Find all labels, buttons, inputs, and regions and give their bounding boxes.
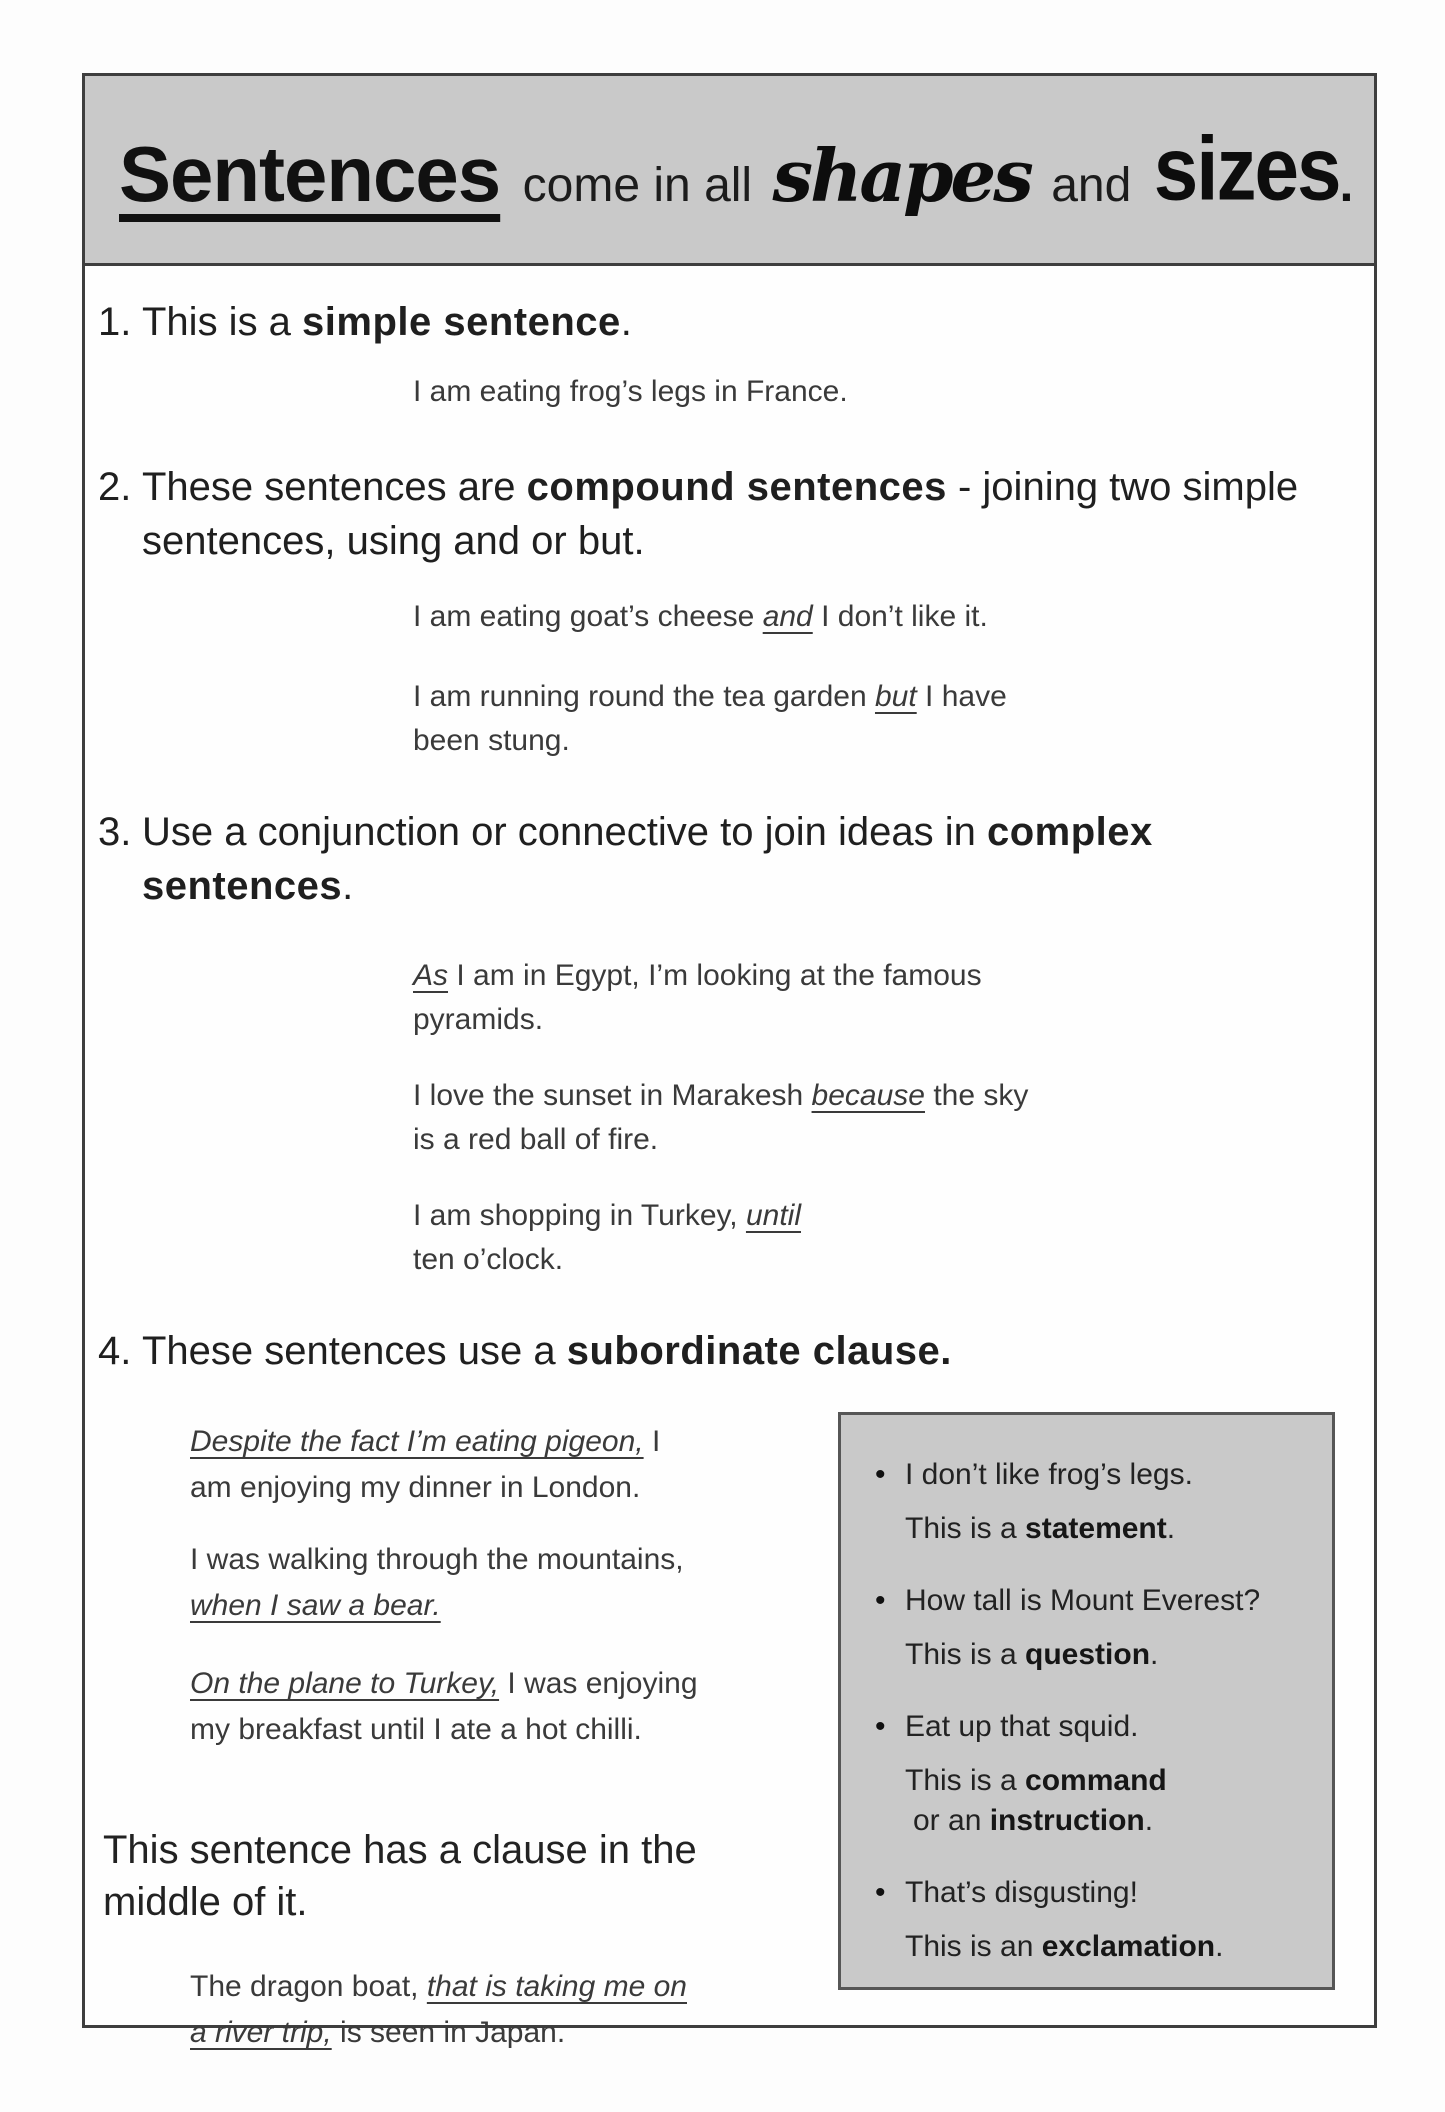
text-run: I have bbox=[916, 680, 1007, 713]
text-run: I was walking through the mountains, bbox=[190, 1543, 684, 1576]
bullet-icon: • bbox=[875, 1458, 886, 1491]
bullet-icon: • bbox=[875, 1710, 886, 1743]
section-2-example-1 bbox=[413, 595, 1344, 639]
emphasis-text: but bbox=[874, 680, 917, 713]
clause-note: This sentence has a clause in the middle of it. bbox=[103, 1828, 697, 1924]
text-run: I was enjoying bbox=[499, 1667, 698, 1700]
section-2-example-2 bbox=[413, 675, 1344, 763]
emphasis-text: question bbox=[1025, 1638, 1151, 1671]
section-1-number: 1. bbox=[98, 300, 132, 344]
title-word-sizes: sizes bbox=[1153, 118, 1340, 219]
text-run: . bbox=[620, 300, 632, 344]
text-run: This is a bbox=[142, 300, 303, 344]
text-run: . bbox=[342, 864, 354, 908]
section-4-number: 4. bbox=[98, 1329, 132, 1373]
emphasis-text: that is taking me on bbox=[426, 1970, 687, 2003]
section-1-heading bbox=[98, 295, 1344, 349]
exclamation-explanation bbox=[905, 1927, 1316, 1967]
emphasis-text: exclamation bbox=[1041, 1930, 1216, 1963]
title-banner bbox=[85, 76, 1374, 266]
text-run: sentences, using and or but. bbox=[142, 519, 645, 563]
section-4-heading bbox=[98, 1324, 1344, 1378]
emphasis-text: statement bbox=[1025, 1512, 1167, 1545]
text-run: . bbox=[1144, 1804, 1154, 1837]
command-sentence: Eat up that squid. bbox=[905, 1710, 1139, 1743]
emphasis-text: instruction bbox=[989, 1804, 1145, 1837]
statement-explanation bbox=[905, 1509, 1316, 1549]
text-run: This is a bbox=[905, 1764, 1026, 1797]
sentence-types-box bbox=[838, 1412, 1335, 1990]
emphasis-text: when I saw a bear. bbox=[190, 1589, 441, 1622]
emphasis-text: until bbox=[745, 1199, 801, 1232]
section-3-example-1 bbox=[413, 954, 1344, 1042]
text-run: my breakfast until I ate a hot chilli. bbox=[190, 1713, 642, 1746]
emphasis-text: On the plane to Turkey, bbox=[190, 1667, 500, 1700]
title-period: . bbox=[1339, 156, 1354, 212]
command-explanation bbox=[905, 1761, 1316, 1841]
section-2-number: 2. bbox=[98, 465, 132, 509]
emphasis-text: complex sentences bbox=[142, 810, 1153, 908]
emphasis-text: command bbox=[1025, 1764, 1167, 1797]
title-come-in-all: come in all bbox=[522, 159, 753, 212]
text-run: These sentences are bbox=[142, 465, 527, 509]
text-run: am enjoying my dinner in London. bbox=[190, 1471, 641, 1504]
emphasis-text: As bbox=[413, 959, 449, 992]
text-run: is seen in Japan. bbox=[331, 2016, 566, 2049]
section-3-example-3 bbox=[413, 1194, 1344, 1282]
title-word-shapes: shapes bbox=[772, 133, 1031, 218]
emphasis-text: simple sentence bbox=[302, 300, 621, 344]
text-run: These sentences use a bbox=[142, 1329, 567, 1373]
text-run: I bbox=[643, 1425, 661, 1458]
text-run: . bbox=[1150, 1638, 1159, 1671]
text-run: I am shopping in Turkey, bbox=[413, 1199, 746, 1232]
section-3-heading bbox=[98, 805, 1344, 913]
emphasis-text: because bbox=[811, 1079, 925, 1112]
text-run: pyramids. bbox=[413, 1003, 544, 1036]
question-explanation bbox=[905, 1635, 1316, 1675]
text-run: I don’t like it. bbox=[812, 600, 988, 633]
statement-item bbox=[875, 1455, 1316, 1549]
exclamation-item bbox=[875, 1873, 1316, 1967]
statement-sentence: I don’t like frog’s legs. bbox=[905, 1458, 1193, 1491]
question-item bbox=[875, 1581, 1316, 1675]
text-run: Use a conjunction or connective to join ideas in bbox=[142, 810, 987, 854]
section-3-example-2 bbox=[413, 1074, 1344, 1162]
text-run: ten o’clock. bbox=[413, 1243, 564, 1276]
section-1-example bbox=[413, 370, 1344, 414]
text-run: I am eating goat’s cheese bbox=[413, 600, 763, 633]
text-run: been stung. bbox=[413, 724, 570, 757]
emphasis-text: a river trip, bbox=[190, 2016, 332, 2049]
text-run: the sky bbox=[924, 1079, 1029, 1112]
text-run: - joining two simple bbox=[946, 465, 1299, 509]
title-word-and: and bbox=[1051, 159, 1132, 212]
bullet-icon: • bbox=[875, 1876, 886, 1909]
command-item bbox=[875, 1707, 1316, 1841]
emphasis-text: Despite the fact I’m eating pigeon, bbox=[190, 1425, 644, 1458]
text-run: This is a bbox=[905, 1638, 1026, 1671]
text-run: . bbox=[1215, 1930, 1224, 1963]
section-3-number: 3. bbox=[98, 810, 132, 854]
text-run: I am eating frog’s legs in France. bbox=[413, 375, 848, 408]
text-run: or an bbox=[913, 1804, 990, 1837]
worksheet-frame bbox=[82, 73, 1377, 2049]
text-run: This is a bbox=[905, 1512, 1026, 1545]
bullet-icon: • bbox=[875, 1584, 886, 1617]
text-run: I am running round the tea garden bbox=[413, 680, 875, 713]
text-run: I am in Egypt, I’m looking at the famous bbox=[448, 959, 982, 992]
exclamation-sentence: That’s disgusting! bbox=[905, 1876, 1138, 1909]
emphasis-text: subordinate clause. bbox=[566, 1329, 952, 1373]
text-run: I love the sunset in Marakesh bbox=[413, 1079, 812, 1112]
title-word-sentences: Sentences bbox=[119, 130, 501, 218]
text-run: is a red ball of fire. bbox=[413, 1123, 659, 1156]
section-2-heading bbox=[98, 460, 1344, 568]
emphasis-text: compound sentences bbox=[526, 465, 947, 509]
text-run: The dragon boat, bbox=[190, 1970, 427, 2003]
question-sentence: How tall is Mount Everest? bbox=[905, 1584, 1261, 1617]
emphasis-text: and bbox=[762, 600, 813, 633]
text-run: This is an bbox=[905, 1930, 1042, 1963]
text-run: . bbox=[1166, 1512, 1176, 1545]
